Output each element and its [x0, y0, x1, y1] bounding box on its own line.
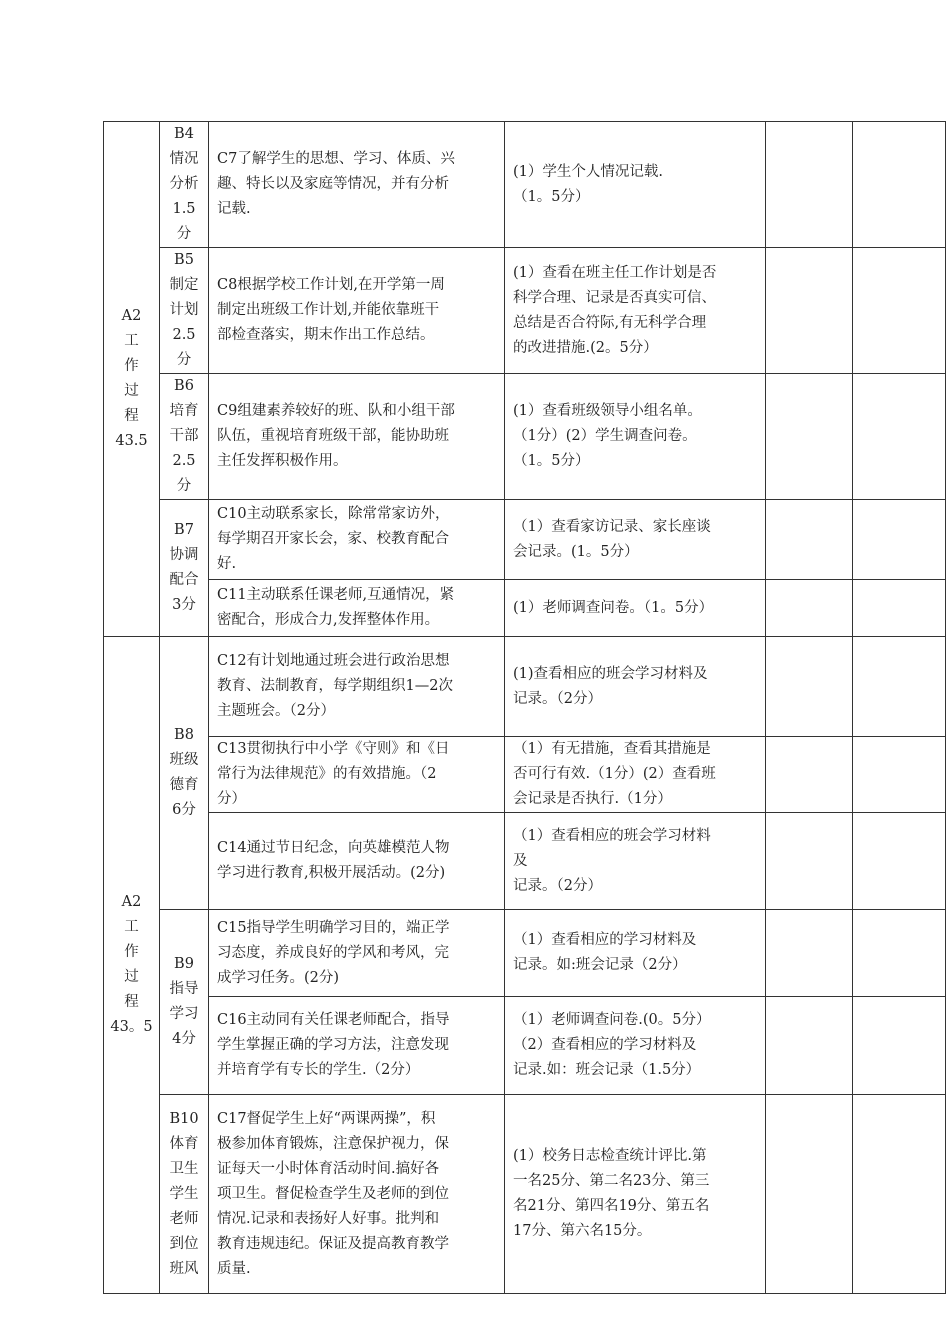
method-text: （1）查看相应的班会学习材料 及 记录。（2分） [513, 827, 711, 894]
score-cell [766, 500, 853, 580]
criteria-text: C10主动联系家长，除常常家访外， 每学期召开家长会，家、校教育配合 好. [217, 506, 450, 572]
table-row [104, 910, 946, 997]
table-row [104, 813, 946, 910]
table-row [104, 248, 946, 374]
item-label: B7 协调 配合 3分 [169, 522, 199, 613]
remark-cell [853, 580, 946, 637]
criteria-cell [209, 500, 505, 580]
score-cell [766, 813, 853, 910]
method-cell [505, 374, 766, 500]
remark-cell [853, 122, 946, 248]
remark-cell [853, 637, 946, 737]
criteria-text: C12有计划地通过班会进行政治思想 教育、法制教育，每学期组织1—2次 主题班会。（2分） [217, 653, 453, 719]
table-row [104, 737, 946, 813]
criteria-cell [209, 737, 505, 813]
method-cell [505, 122, 766, 248]
category-label: A2 工 作 过 程 43。5 [110, 894, 153, 1035]
score-cell [766, 637, 853, 737]
criteria-cell [209, 637, 505, 737]
item-b-cell [160, 122, 209, 248]
criteria-cell [209, 813, 505, 910]
method-text: (1）查看在班主任工作计划是否 科学合理、记录是否真实可信、 总结是否合符际,有无科学合理 的改进措施.(2。5分） [513, 264, 717, 356]
method-cell [505, 737, 766, 813]
item-b-cell [160, 1095, 209, 1294]
table-row [104, 1095, 946, 1294]
remark-cell [853, 813, 946, 910]
category-a2-cell [104, 637, 160, 1294]
table-row [104, 374, 946, 500]
method-text: (1）老师调查问卷。（1。5分） [513, 599, 714, 616]
criteria-text: C13贯彻执行中小学《守则》和《日 常行为法律规范》的有效措施。（2 分） [217, 741, 450, 807]
category-label: A2 工 作 过 程 43.5 [115, 308, 148, 449]
item-b-cell [160, 248, 209, 374]
item-b-cell [160, 910, 209, 1095]
score-cell [766, 910, 853, 997]
table-row [104, 997, 946, 1095]
item-b-cell [160, 637, 209, 910]
method-text: (1）查看班级领导小组名单。 （1分）(2）学生调查问卷。 （1。5分） [513, 403, 702, 469]
item-b-cell [160, 374, 209, 500]
item-label: B6 培育 干部 2.5 分 [169, 378, 199, 494]
category-a2-cell [104, 122, 160, 637]
method-cell [505, 1095, 766, 1294]
criteria-cell [209, 1095, 505, 1294]
item-label: B10 体育 卫生 学生 老师 到位 班风 [169, 1110, 199, 1277]
criteria-text: C8根据学校工作计划,在开学第一周 制定出班级工作计划,并能依靠班干 部检查落实，期末作出工作总结。 [217, 277, 445, 343]
item-b-cell [160, 500, 209, 637]
table-row [104, 500, 946, 580]
criteria-text: C7了解学生的思想、学习、体质、兴 趣、特长以及家庭等情况，并有分析 记载. [217, 151, 455, 217]
method-text: (1）学生个人情况记载. （1。5分） [513, 163, 663, 205]
method-text: (1）校务日志检查统计评比.第 一名25分、第二名23分、第三 名21分、第四名19分、第五名 17分、第六名15分。 [513, 1148, 710, 1239]
method-text: （1）有无措施，查看其措施是 否可行有效.（1分）(2）查看班 会记录是否执行.（1分） [513, 741, 716, 807]
criteria-cell [209, 248, 505, 374]
remark-cell [853, 1095, 946, 1294]
table-row [104, 637, 946, 737]
criteria-text: C9组建素养较好的班、队和小组干部 队伍，重视培育班级干部，能协助班 主任发挥积极作用。 [217, 403, 455, 469]
score-cell [766, 248, 853, 374]
remark-cell [853, 997, 946, 1095]
criteria-text: C17督促学生上好“两课两操”，积 极参加体育锻炼，注意保护视力，保 证每天一小时体育活动时间.搞好各 项卫生。督促检查学生及老师的到位 情况.记录和表扬好人好事。批判和 教育违规违纪。保证及提高教育教学 质量. [217, 1110, 449, 1277]
score-cell [766, 997, 853, 1095]
method-cell [505, 813, 766, 910]
remark-cell [853, 500, 946, 580]
criteria-text: C14通过节日纪念，向英雄模范人物 学习进行教育,积极开展活动。(2分) [217, 840, 450, 881]
method-cell [505, 248, 766, 374]
criteria-text: C16主动同有关任课老师配合，指导 学生掌握正确的学习方法，注意发现 并培育学有专长的学生.（2分） [217, 1012, 450, 1078]
score-cell [766, 737, 853, 813]
score-cell [766, 1095, 853, 1294]
remark-cell [853, 737, 946, 813]
method-cell [505, 637, 766, 737]
criteria-text: C11主动联系任课老师,互通情况，紧 密配合，形成合力,发挥整体作用。 [217, 587, 455, 628]
criteria-cell [209, 122, 505, 248]
table-row [104, 122, 946, 248]
criteria-cell [209, 997, 505, 1095]
criteria-text: C15指导学生明确学习目的，端正学 习态度，养成良好的学风和考风，完 成学习任务。(2分) [217, 919, 450, 986]
score-cell [766, 580, 853, 637]
score-cell [766, 374, 853, 500]
table-row [104, 580, 946, 637]
item-label: B9 指导 学习 4分 [169, 956, 199, 1047]
method-text: （1）查看家访记录、家长座谈 会记录。(1。5分） [513, 518, 711, 560]
method-cell [505, 500, 766, 580]
criteria-cell [209, 374, 505, 500]
criteria-cell [209, 910, 505, 997]
method-text: （1）老师调查问卷.(0。5分） （2）查看相应的学习材料及 记录.如：班会记录（1.5分） [513, 1012, 711, 1078]
method-cell [505, 910, 766, 997]
score-cell [766, 122, 853, 248]
item-label: B4 情况 分析 1.5 分 [169, 126, 199, 242]
item-label: B5 制定 计划 2.5 分 [169, 252, 199, 368]
remark-cell [853, 910, 946, 997]
remark-cell [853, 374, 946, 500]
remark-cell [853, 248, 946, 374]
item-label: B8 班级 德育 6分 [169, 727, 199, 818]
criteria-cell [209, 580, 505, 637]
method-cell [505, 580, 766, 637]
method-cell [505, 997, 766, 1095]
evaluation-table [103, 121, 946, 1294]
method-text: (1)查看相应的班会学习材料及 记录。（2分） [513, 665, 708, 707]
method-text: （1）查看相应的学习材料及 记录。如:班会记录（2分） [513, 932, 697, 973]
